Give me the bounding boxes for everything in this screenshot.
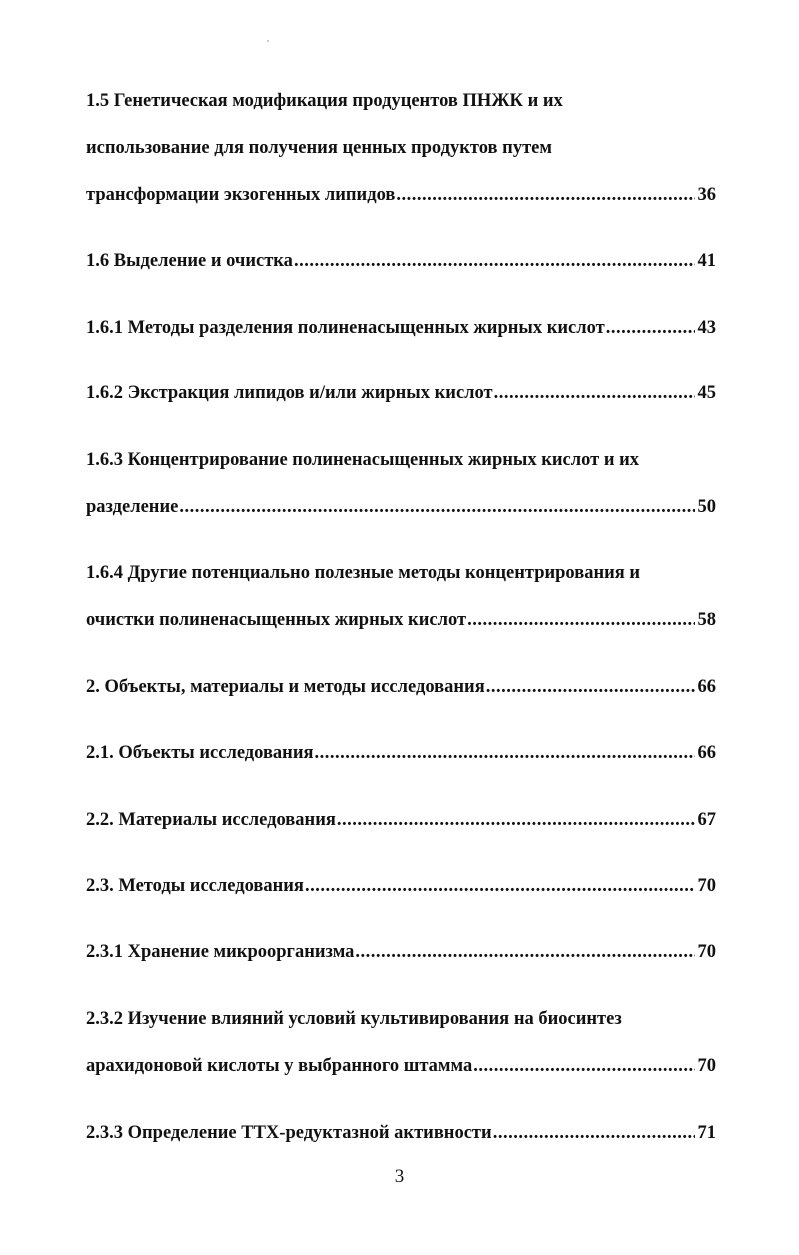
toc-page-number: 45 [697,383,716,403]
toc-leader-dots [473,1055,694,1077]
page-number: 3 [394,1166,405,1187]
toc-leader-dots [493,1122,695,1144]
toc-entry [86,496,716,518]
toc-entry-text: 1.6.4 Другие потенциально полезные методы концентрирования и [86,563,641,583]
toc-entry [86,382,716,404]
toc-entry [86,317,716,339]
toc-leader-dots [494,382,695,404]
toc-entry-text: очистки полиненасыщенных жирных кислот [86,610,467,630]
toc-entry [86,809,716,831]
toc-leader-dots [305,875,695,897]
toc-page-number: 66 [697,677,716,697]
toc-entry-text: 2. Объекты, материалы и методы исследования [86,677,485,697]
toc-entry [86,250,716,272]
toc-page-number: 66 [697,743,716,763]
toc-entry [86,875,716,897]
toc-page-number: 70 [697,942,716,962]
toc-line [86,449,716,471]
toc-entry-text: 1.6 Выделение и очистка [86,251,293,271]
toc-leader-dots [606,317,695,339]
toc-entry-text: 2.3.2 Изучение влияний условий культивирования на биосинтез [86,1009,622,1029]
scan-speck [267,40,269,42]
toc-entry-text: 1.6.3 Концентрирование полиненасыщенных жирных кислот и их [86,450,640,470]
toc-line [86,562,716,584]
toc-entry [86,609,716,631]
toc-entry [86,184,716,206]
toc-entry-text: разделение [86,497,179,517]
toc-leader-dots [315,742,695,764]
toc-entry-text: использование для получения ценных продуктов путем [86,138,552,158]
toc-entry-text: арахидоновой кислоты у выбранного штамма [86,1056,473,1076]
toc-page-number: 58 [697,610,716,630]
toc-entry [86,742,716,764]
toc-entry-text: 2.3. Методы исследования [86,876,304,896]
toc-entry [86,941,716,963]
toc-entry-text: 2.3.3 Определение ТТХ-редуктазной активности [86,1123,492,1143]
toc-entry [86,1122,716,1144]
toc-entry-text: трансформации экзогенных липидов [86,185,396,205]
toc-leader-dots [467,609,694,631]
toc-page-number: 43 [697,318,716,338]
toc-line [86,90,716,112]
toc-page-number: 36 [697,185,716,205]
toc-page-number: 70 [697,1056,716,1076]
toc-page-number: 67 [697,810,716,830]
toc-leader-dots [396,184,694,206]
toc-entry-text: 2.2. Материалы исследования [86,810,336,830]
toc-line [86,1008,716,1030]
toc-entry-text: 1.6.2 Экстракция липидов и/или жирных кислот [86,383,493,403]
toc-leader-dots [294,250,695,272]
toc-leader-dots [337,809,695,831]
toc-page-number: 41 [697,251,716,271]
toc-page-number: 50 [697,497,716,517]
toc-page-number: 71 [697,1123,716,1143]
toc-page-number: 70 [697,876,716,896]
toc-entry-text: 1.5 Генетическая модификация продуцентов ПНЖК и их [86,91,563,111]
toc-entry-text: 1.6.1 Методы разделения полиненасыщенных жирных кислот [86,318,605,338]
toc-entry [86,1055,716,1077]
toc-entry-text: 2.3.1 Хранение микроорганизма [86,942,355,962]
toc-leader-dots [355,941,694,963]
toc-line [86,137,716,159]
toc-leader-dots [179,496,694,518]
toc-leader-dots [486,676,695,698]
toc-entry [86,676,716,698]
toc-entry-text: 2.1. Объекты исследования [86,743,314,763]
